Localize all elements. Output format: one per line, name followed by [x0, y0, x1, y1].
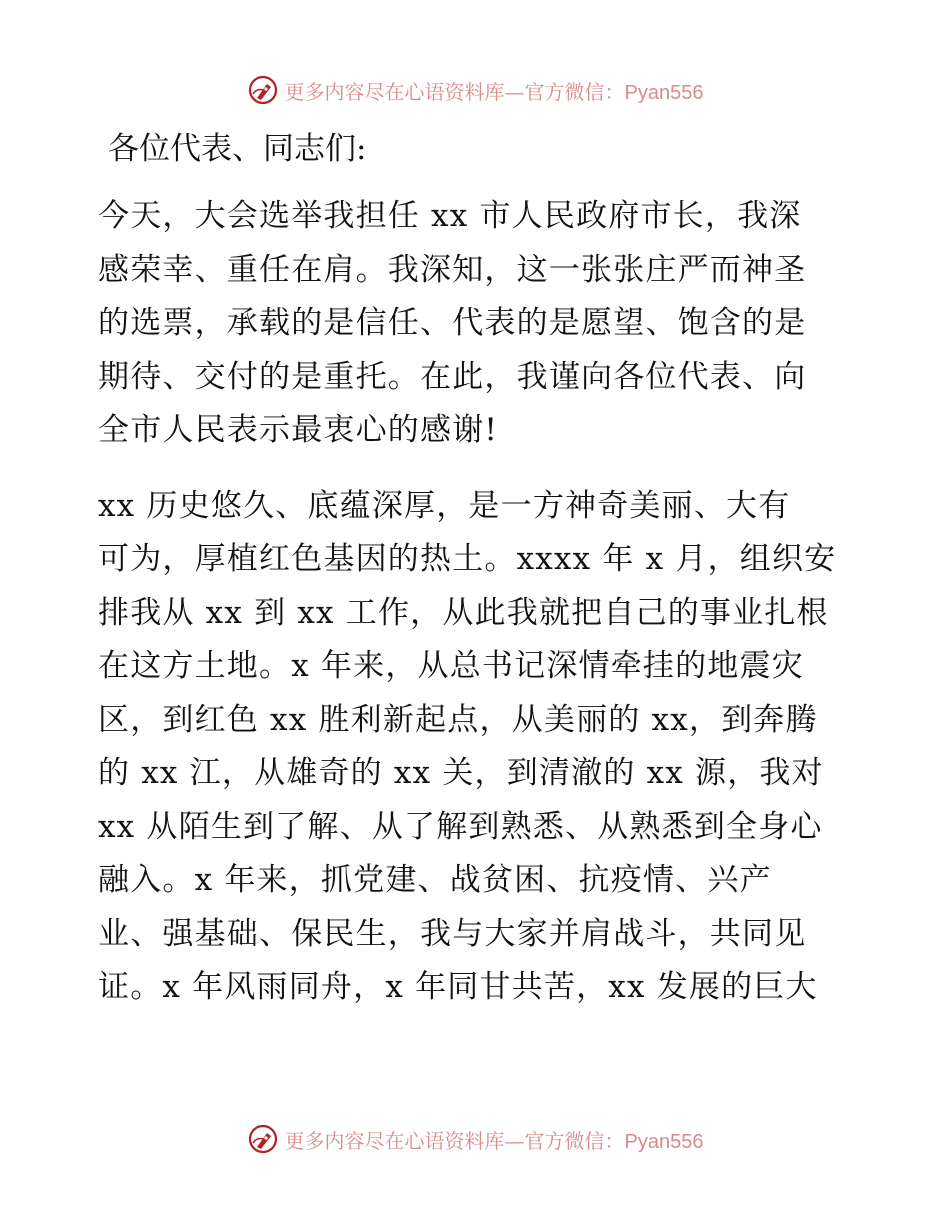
paragraph-2: [98, 480, 858, 1015]
watermark-wechat-id: Pyan556: [624, 81, 704, 104]
text-line: xx 从陌生到了解、从了解到熟悉、从熟悉到全身心: [98, 808, 823, 845]
text-line: 的 xx 江，从雄奇的 xx 关，到清澈的 xx 源，我对: [98, 755, 824, 791]
text-line: xx 历史悠久、底蕴深厚，是一方神奇美丽、大有: [98, 487, 791, 524]
pen-nib-logo-icon: [247, 1123, 279, 1155]
text-line: 的选票，承载的是信任、代表的是愿望、饱含的是: [98, 305, 807, 341]
text-line: 排我从 xx 到 xx 工作，从此我就把自己的事业扎根: [98, 594, 829, 631]
watermark-text: 更多内容尽在心语资料库—官方微信：Pyan556: [284, 1128, 704, 1153]
text-line: 可为，厚植红色基因的热土。xxxx 年 x 月，组织安: [98, 541, 837, 577]
text-line: 期待、交付的是重托。在此，我谨向各位代表、向: [98, 358, 807, 395]
text-line: 全市人民表示最衷心的感谢!: [98, 412, 499, 448]
header-watermark: [0, 70, 950, 110]
watermark-group: [247, 74, 704, 106]
watermark-group: [247, 1123, 704, 1155]
text-line: 融入。x 年来，抓党建、战贫困、抗疫情、兴产: [98, 862, 772, 898]
text-line: 证。x 年风雨同舟，x 年同甘共苦，xx 发展的巨大: [98, 969, 818, 1005]
text-line: 业、强基础、保民生，我与大家并肩战斗，共同见: [98, 915, 807, 952]
text-line: 区，到红色 xx 胜利新起点，从美丽的 xx，到奔腾: [98, 701, 818, 738]
watermark-text: 更多内容尽在心语资料库—官方微信：Pyan556: [284, 79, 704, 104]
paragraph-1: [98, 190, 858, 458]
text-line: 今天，大会选举我担任 xx 市人民政府市长，我深: [98, 198, 802, 234]
footer-watermark: [0, 1119, 950, 1159]
watermark-wechat-id: Pyan556: [624, 1130, 704, 1153]
text-line: 在这方土地。x 年来，从总书记深情牵挂的地震灾: [98, 648, 804, 684]
text-line: 感荣幸、重任在肩。我深知，这一张张庄严而神圣: [98, 251, 807, 288]
document-body: [98, 118, 858, 1015]
pen-nib-logo-icon: [247, 74, 279, 106]
salutation: 各位代表、同志们:: [108, 131, 367, 167]
